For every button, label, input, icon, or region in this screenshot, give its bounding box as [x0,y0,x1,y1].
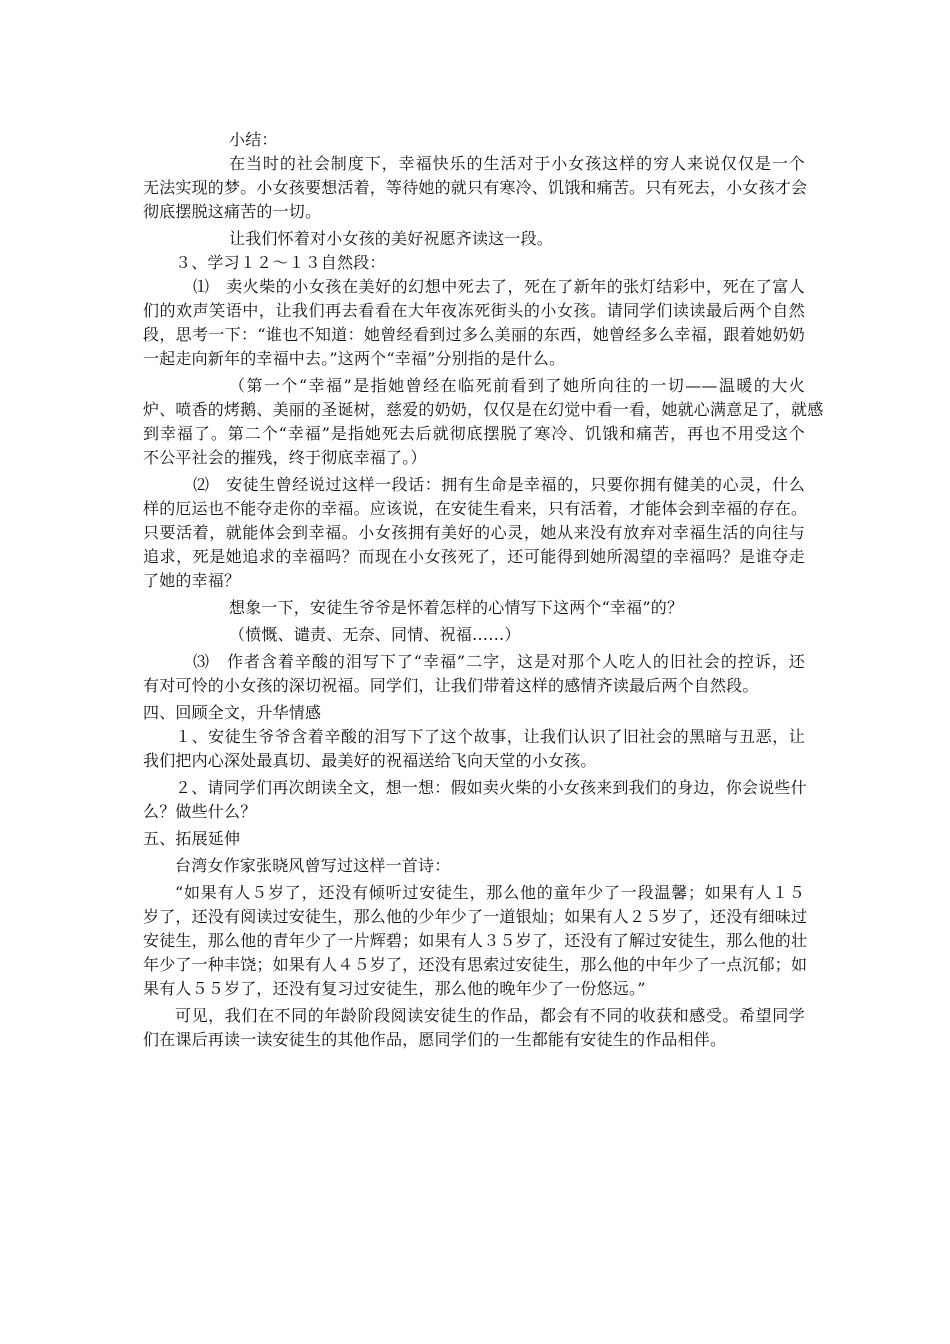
text-line: 有对可怜的小女孩的深切祝福。同学们，让我们带着这样的感情齐读最后两个自然段。 [143,676,759,695]
text-line: 么？做些什么？ [143,802,257,821]
text-line: “如果有人５岁了，还没有倾听过安徒生，那么他的童年少了一段温馨；如果有人１５ [175,883,805,902]
text-line: 安徒生，那么他的青年少了一片辉碧；如果有人３５岁了，还没有了解过安徒生，那么他的壮 [143,931,808,950]
text-line: （愤慨、谴责、无奈、同情、祝福……） [229,625,521,644]
text-line: 台湾女作家张晓风曾写过这样一首诗： [175,856,451,875]
section-subheading: ３、学习１２～１３自然段： [175,253,386,272]
text-line: 追求，死是她追求的幸福吗？而现在小女孩死了，还可能得到她所渴望的幸福吗？是谁夺走 [143,547,805,566]
text-line: 只要活着，就能体会到幸福。小女孩拥有美好的心灵，她从来没有放弃对幸福生活的向往与 [143,523,805,542]
text-line: 年少了一种丰饶；如果有人４５岁了，还没有思索过安徒生，那么他的中年少了一点沉郁；如 [143,955,808,974]
text-line: 彻底摆脱这痛苦的一切。 [143,202,322,221]
text-line: 一起走向新年的幸福中去。”这两个“幸福”分别指的是什么。 [143,349,566,368]
text-line: 不公平社会的摧残，终于彻底幸福了。） [143,448,427,467]
text-line: 了她的幸福？ [143,571,241,590]
text-line: 想象一下，安徒生爷爷是怀着怎样的心情写下这两个“幸福”的？ [229,598,684,617]
text-line: 在当时的社会制度下，幸福快乐的生活对于小女孩这样的穷人来说仅仅是一个 [229,154,805,173]
section-heading: 四、回顾全文，升华情感 [143,703,322,722]
text-line: 段，思考一下：“谁也不知道：她曾经看到过多么美丽的东西，她曾经多么幸福，跟着她奶奶 [143,325,805,344]
text-line: 无法实现的梦。小女孩要想活着，等待她的就只有寒冷、饥饿和痛苦。只有死去，小女孩才会 [143,178,808,197]
text-line: 让我们怀着对小女孩的美好祝愿齐读这一段。 [229,229,554,248]
text-line: 可见，我们在不同的年龄阶段阅读安徒生的作品，都会有不同的收获和感受。希望同学 [175,1006,805,1025]
text-line: ⑴ 卖火柴的小女孩在美好的幻想中死去了，死在了新年的张灯结彩中，死在了富人 [193,277,805,296]
text-line: 们的欢声笑语中，让我们再去看看在大年夜冻死街头的小女孩。请同学们读读最后两个自然 [143,301,805,320]
summary-heading: 小结： [229,130,278,149]
text-line: （第一个“幸福”是指她曾经在临死前看到了她所向往的一切——温暖的大火 [229,376,805,395]
text-line: 到幸福了。第二个“幸福”是指她死去后就彻底摆脱了寒冷、饥饿和痛苦，再也不用受这个 [143,424,805,443]
text-line: ⑵ 安徒生曾经说过这样一段话：拥有生命是幸福的，只要你拥有健美的心灵，什么 [193,475,805,494]
text-line: ⑶ 作者含着辛酸的泪写下了“幸福”二字，这是对那个人吃人的旧社会的控诉，还 [193,652,805,671]
text-line: 我们把内心深处最真切、最美好的祝福送给飞向天堂的小女孩。 [143,751,597,770]
text-line: ２、请同学们再次朗读全文，想一想：假如卖火柴的小女孩来到我们的身边，你会说些什 [175,778,807,797]
text-line: 炉、喷香的烤鹅、美丽的圣诞树，慈爱的奶奶，仅仅是在幻觉中看一看，她就心满意足了，就感 [143,400,824,419]
section-heading: 五、拓展延伸 [143,829,241,848]
text-line: 岁了，还没有阅读过安徒生，那么他的少年少了一道银灿；如果有人２５岁了，还没有细味过 [143,907,808,926]
text-line: １、安徒生爷爷含着辛酸的泪写下了这个故事，让我们认识了旧社会的黑暗与丑恶，让 [175,727,805,746]
text-line: 果有人５５岁了，还没有复习过安徒生，那么他的晚年少了一份悠远。” [143,979,646,998]
text-line: 们在课后再读一读安徒生的其他作品，愿同学们的一生都能有安徒生的作品相伴。 [143,1030,727,1049]
text-line: 样的厄运也不能夺走你的幸福。应该说，在安徒生看来，只有活着，才能体会到幸福的存在。 [143,499,808,518]
